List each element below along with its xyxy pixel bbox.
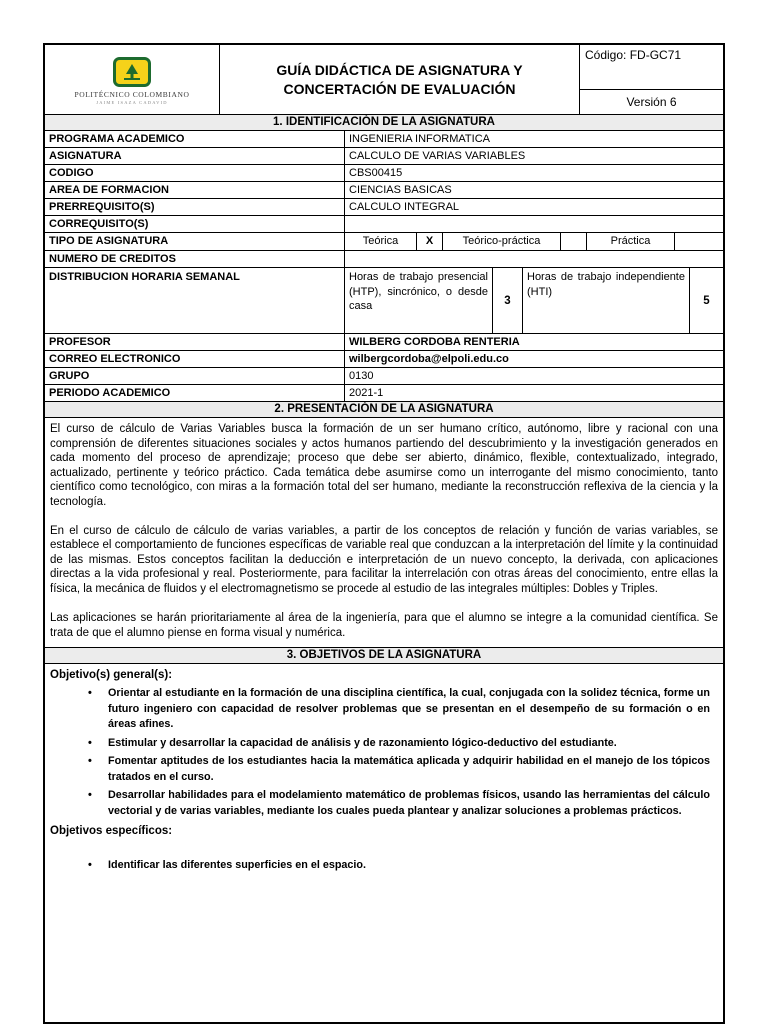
- htp-label: Horas de trabajo presencial (HTP), sincrónico, o desde casa: [345, 268, 493, 333]
- field-label: NUMERO DE CREDITOS: [45, 251, 345, 267]
- institution-subname: JAIME ISAZA CADAVID: [96, 99, 168, 105]
- field-value: [345, 216, 723, 232]
- field-label: PRERREQUISITO(S): [45, 199, 345, 215]
- table-row-codigo: [45, 165, 723, 182]
- code-version-cell: [580, 45, 723, 114]
- tipo-practica-checkbox: [675, 233, 723, 250]
- objective-item: Estimular y desarrollar la capacidad de análisis y de razonamiento lógico-deductivo del estudiante.: [108, 736, 617, 749]
- objective-item: Orientar al estudiante en la formación de una disciplina científica, la cual, conjugada con la solidez técnica, forme un futuro ingeniero con capacidad de resolver problemas que se presentan en el desempeño de su formación o en áreas afines.: [108, 687, 710, 731]
- presentation-text: [45, 418, 723, 648]
- section3-title: 3. OBJETIVOS DE LA ASIGNATURA: [45, 648, 723, 664]
- list-item: [50, 858, 718, 874]
- table-row-prerrequisito: [45, 199, 723, 216]
- field-value: 2021-1: [349, 387, 384, 399]
- email-value: wilbergcordoba@elpoli.edu.co: [349, 353, 509, 365]
- field-label: GRUPO: [45, 368, 345, 384]
- tipo-teorico-practica-label: Teórico-práctica: [443, 233, 561, 250]
- htp-hours: 3: [493, 268, 523, 333]
- document-page: [43, 43, 725, 1024]
- field-label: CODIGO: [45, 165, 345, 181]
- field-label: DISTRIBUCION HORARIA SEMANAL: [45, 268, 345, 333]
- field-value: 0130: [349, 370, 374, 382]
- field-value: CALCULO DE VARIAS VARIABLES: [349, 150, 526, 162]
- table-row-correo: [45, 351, 723, 368]
- field-value: [345, 251, 723, 267]
- table-row-grupo: [45, 368, 723, 385]
- table-row-tipo-asignatura: [45, 233, 723, 251]
- institution-name: POLITÉCNICO COLOMBIANO: [74, 89, 190, 99]
- bullet-icon: •: [88, 789, 92, 802]
- list-item: [50, 686, 718, 733]
- field-label: AREA DE FORMACION: [45, 182, 345, 198]
- objective-item: Desarrollar habilidades para el modelamiento matemático de problemas físicos, usando las herramientas del cálculo vectorial y de varias variables, mediante los cuales pueda plantear y analizar soluciones a problemas prácticos.: [108, 789, 710, 817]
- field-value: CALCULO INTEGRAL: [349, 201, 460, 213]
- presentation-paragraph-2: En el curso de cálculo de cálculo de varias variables, a partir de los conceptos de relación y función de varias variables, se establece el comportamiento de funciones específicas de variable real que conduzcan a la interpretación del límite y la continuidad de las mismas. Estos conceptos facilitan la deducción e interpretación de un nuevo concepto, la derivada, con aplicaciones directas a la vida profesional y real. Posteriormente, para facilitar la interrelación con otras áreas del conocimiento, entre ellas la física, la mecánica de fluidos y el electromagnetismo se procede al estudio de las integrales múltiples: Dobles y Triples.: [50, 524, 718, 595]
- table-row-programa: [45, 131, 723, 148]
- bullet-icon: •: [88, 859, 92, 872]
- section1-title: 1. IDENTIFICACIÓN DE LA ASIGNATURA: [45, 115, 723, 131]
- field-label: CORREO ELECTRONICO: [45, 351, 345, 367]
- list-item: [50, 754, 718, 785]
- field-label: TIPO DE ASIGNATURA: [45, 233, 345, 250]
- field-value: WILBERG CORDOBA RENTERIA: [349, 336, 520, 348]
- presentation-paragraph-1: El curso de cálculo de Varias Variables busca la formación de un ser humano crítico, autónomo, libre y racional con una comprensión de diferentes situaciones sociales y actos humanos partiendo del descubrimiento y la investigación generados en cada momento del proceso de aprendizaje; proceso que debe ser abierto, dinámico, flexible, contextualizado, integrado, actualizado, pertinente y teórico práctico. Cada temática debe asumirse como un interrogante del mismo conocimiento, tanto científico como tecnológico, con miras a la formación total del ser humano, mediante la reconstrucción reflexiva de la ciencia y la tecnología.: [50, 423, 718, 508]
- table-row-distribucion: [45, 268, 723, 334]
- general-objectives-heading: Objetivo(s) general(s):: [50, 669, 173, 682]
- bullet-icon: •: [88, 736, 92, 749]
- field-label: ASIGNATURA: [45, 148, 345, 164]
- tipo-teorica-checkbox: X: [417, 233, 443, 250]
- document-code: Código: FD-GC71: [580, 45, 723, 90]
- field-label: PROGRAMA ACADEMICO: [45, 131, 345, 147]
- list-item: [50, 788, 718, 819]
- document-title-line2: CONCERTACIÓN DE EVALUACIÓN: [283, 80, 516, 97]
- tipo-teorica-label: Teórica: [345, 233, 417, 250]
- field-value: INGENIERIA INFORMATICA: [349, 133, 490, 145]
- objective-item: Fomentar aptitudes de los estudiantes hacia la matemática aplicada y adquirir habilidad en el manejo de los tópicos tratados en el curso.: [108, 755, 710, 783]
- hti-label: Horas de trabajo independiente (HTI): [523, 268, 690, 333]
- table-row-profesor: [45, 334, 723, 351]
- specific-objectives-heading: Objetivos específicos:: [50, 825, 173, 838]
- table-row-creditos: [45, 251, 723, 268]
- field-label: PROFESOR: [45, 334, 345, 350]
- presentation-paragraph-3: Las aplicaciones se harán prioritariamente al área de la ingeniería, para que el alumno se integre a la comunidad científica. Se trata de que el alumno piense en forma visual y numérica.: [50, 612, 718, 639]
- institution-logo-icon: [113, 57, 151, 87]
- hti-hours: 5: [703, 294, 710, 307]
- field-value: CIENCIAS BASICAS: [349, 184, 452, 196]
- table-row-correquisito: [45, 216, 723, 233]
- objectives-content: [45, 664, 723, 1022]
- tipo-practica-label: Práctica: [587, 233, 675, 250]
- bullet-icon: •: [88, 755, 92, 768]
- document-version: Versión 6: [626, 95, 677, 109]
- field-value: CBS00415: [349, 167, 403, 179]
- section2-title: 2. PRESENTACIÓN DE LA ASIGNATURA: [45, 402, 723, 418]
- table-row-asignatura: [45, 148, 723, 165]
- document-title-line1: GUÍA DIDÁCTICA DE ASIGNATURA Y: [276, 61, 523, 78]
- blank-line: [50, 839, 718, 855]
- table-row-area: [45, 182, 723, 199]
- tipo-teorico-practica-checkbox: [561, 233, 587, 250]
- field-label: CORREQUISITO(S): [45, 216, 345, 232]
- list-item: [50, 736, 718, 752]
- objective-item: Identificar las diferentes superficies en el espacio.: [108, 859, 367, 872]
- logo-cell: [45, 45, 220, 114]
- table-row-periodo: [45, 385, 723, 402]
- document-title: [220, 45, 580, 114]
- document-header: [45, 45, 723, 115]
- field-label: PERIODO ACADEMICO: [45, 385, 345, 401]
- bullet-icon: •: [88, 687, 92, 700]
